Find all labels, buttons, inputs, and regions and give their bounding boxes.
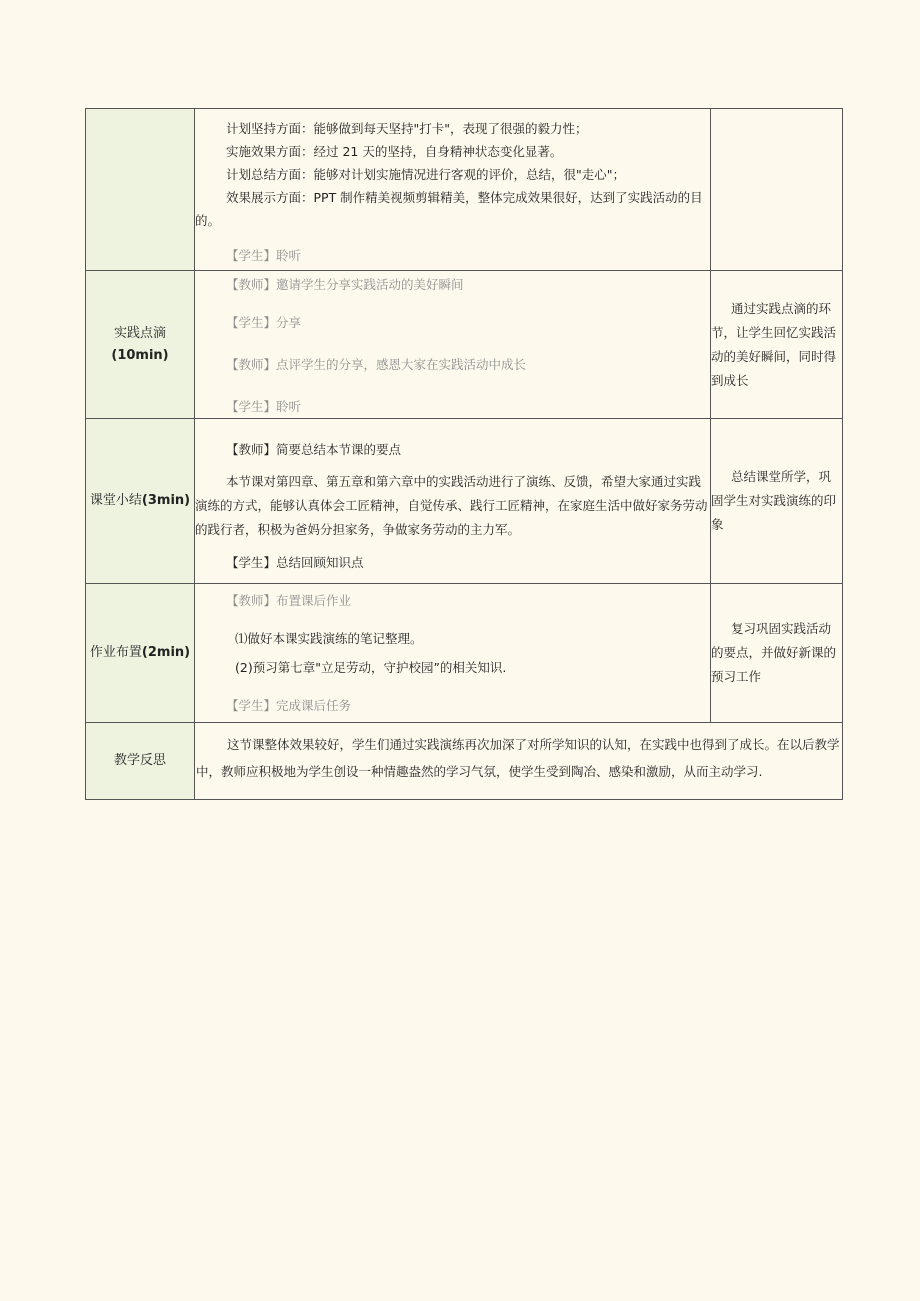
table-row-practice — [86, 271, 843, 419]
row-label-practice — [86, 271, 195, 419]
teacher-comment: 【教师】点评学生的分享，感恩大家在实践活动中成长 — [226, 357, 527, 372]
evaluation-line-2: 实施效果方面：经过 21 天的坚持，自身精神状态变化显著。 — [226, 143, 563, 159]
summary-time: (3min) — [141, 493, 191, 508]
student-listen: 【学生】聆听 — [226, 247, 302, 263]
reflection-label: 教学反思 — [113, 753, 166, 768]
homework-aim: 复习巩固实践活动的要点，并做好新课的预习工作 — [711, 621, 837, 684]
lesson-plan-table — [85, 108, 843, 800]
table-row-summary — [86, 419, 843, 584]
row-label-homework — [86, 584, 195, 723]
aim-cell — [711, 271, 843, 419]
teacher-summary: 【教师】简要总结本节课的要点 — [226, 442, 402, 457]
activity-cell — [195, 271, 711, 419]
homework-item: (2)预习第七章"立足劳动，守护校园”的相关知识. — [235, 660, 507, 675]
table-row-evaluation — [86, 109, 843, 271]
practice-time: (10min) — [111, 347, 169, 363]
practice-label: 实践点滴 — [113, 325, 166, 341]
teacher-homework: 【教师】布置课后作业 — [226, 593, 352, 608]
homework-list — [195, 627, 710, 679]
reflection-cell — [195, 723, 843, 800]
row-label-summary — [86, 419, 195, 584]
homework-time: (2min) — [141, 645, 191, 660]
practice-aim: 通过实践点滴的环节，让学生回忆实践活动的美好瞬间，同时得到成长 — [711, 300, 837, 388]
table-row-homework — [86, 584, 843, 723]
activity-cell — [195, 419, 711, 584]
student-share: 【学生】分享 — [226, 315, 302, 330]
evaluation-line-3: 计划总结方面：能够对计划实施情况进行客观的评价，总结，很"走心"； — [226, 166, 626, 182]
table-row-reflection — [86, 723, 843, 800]
row-label-reflection — [86, 723, 195, 800]
summary-aim: 总结课堂所学，巩固学生对实践演练的印象 — [711, 469, 837, 532]
evaluation-line-1: 计划坚持方面：能够做到每天坚持"打卡"，表现了很强的毅力性； — [226, 120, 588, 136]
student-review: 【学生】总结回顾知识点 — [226, 555, 364, 570]
activity-cell — [195, 584, 711, 723]
reflection-body: 这节课整体效果较好，学生们通过实践演练再次加深了对所学知识的认知，在实践中也得到了成长。在以后教学中，教师应积极地为学生创设一种情趣盎然的学习气氛，使学生受到陶冶、感染和激励，从而主动学习. — [196, 737, 840, 779]
row-label-empty — [86, 109, 195, 271]
summary-body: 本节课对第四章、第五章和第六章中的实践活动进行了演练、反馈，希望大家通过实践演练的方式，能够认真体会工匠精神，自觉传承、践行工匠精神，在家庭生活中做好家务劳动的践行者，积极为爸妈分担家务，争做家务劳动的主力军。 — [195, 474, 708, 537]
homework-item: ⑴做好本课实践演练的笔记整理。 — [235, 631, 423, 646]
aim-cell-empty — [711, 109, 843, 271]
teacher-invite: 【教师】邀请学生分享实践活动的美好瞬间 — [226, 277, 464, 292]
student-task: 【学生】完成课后任务 — [226, 698, 352, 713]
summary-label: 课堂小结 — [89, 493, 142, 508]
aim-cell — [711, 584, 843, 723]
homework-label: 作业布置 — [89, 645, 142, 660]
evaluation-line-4: 效果展示方面：PPT 制作精美视频剪辑精美，整体完成效果很好，达到了实践活动的目的。 — [195, 189, 703, 228]
aim-cell — [711, 419, 843, 584]
activity-cell — [195, 109, 711, 271]
student-listen: 【学生】聆听 — [226, 399, 302, 414]
